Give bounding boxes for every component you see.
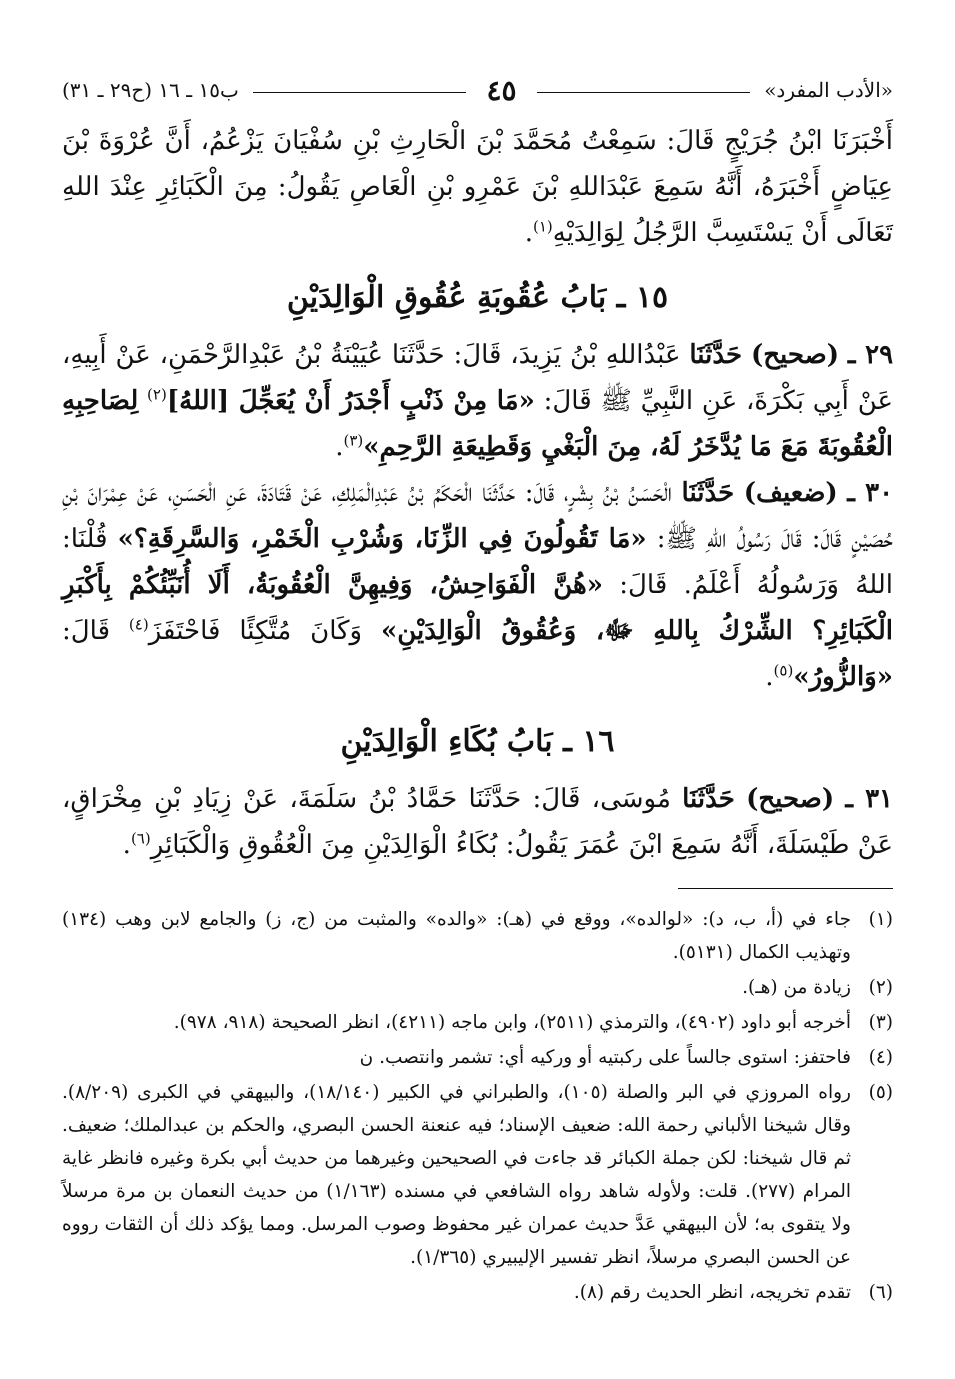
isnad-text: الْحَسَنُ بْنُ بِشْرٍ، قَالَ: حَدَّثَنَا الْحَكَمُ بْنُ عَبْدِالْمَلِكِ، عَنْ قَتَادَةَ، عَنِ الْحَسَنِ، عَنْ عِمْرَانَ بْنِ حُصَيْنٍ قَالَ: قَالَ رَسُولُ اللهِ ﷺ: <box>62 478 894 554</box>
header-rule-right <box>537 92 751 93</box>
footnote-ref: (٥) <box>773 661 794 680</box>
footnote-ref: (١) <box>532 217 553 236</box>
footnote-text: رواه المروزي في البر والصلة (١٠٥)، والطبراني في الكبير (١٨/١٤٠)، والبيهقي في الكبرى (٨/٢٠٩). وقال شيخنا الألباني رحمة الله: ضعيف الإسناد؛ فيه عنعنة الحسن البصري، والحكم بن عبدالملك؛ ضعيف. ثم قال شيخنا: لكن جملة الكبائر قد جاءت في الصحيحين وغيرهما من حديث أبي بكرة وغيره فانظر غاية المرام (٢٧٧). قلت: ولأوله شاهد رواه الشافعي في مسنده (١/١٦٣) من حديث النعمان بن مرة مرسلاً ولا يتقوى به؛ لأن البيهقي عَدَّ حديث عمران غير محفوظ وصوب المرسل. ومما يؤكد ذلك أن الثقات رووه عن الحسن البصري مرسلاً، انظر تفسير الإليبيري (١/٣٦٥). <box>62 1082 851 1268</box>
isnad-text: عَبْدُاللهِ بْنُ يَزِيدَ، قَالَ: حَدَّثَنَا عُيَيْنَةُ بْنُ عَبْدِالرَّحْمَنِ، عَنْ أَبِيهِ، عَنْ أَبِي بَكْرَةَ، عَنِ النَّبِيِّ ﷺ قَالَ: <box>62 340 894 416</box>
tahdith-word: حَدَّثَنَا <box>689 340 743 370</box>
footnote-ref: (٢) <box>147 385 167 404</box>
footnote-text: أخرجه أبو داود (٤٩٠٢)، والترمذي (٢٥١١)، وابن ماجه (٤٢١١)، انظر الصحيحة (٩١٨، ٩٧٨). <box>173 1012 851 1033</box>
footnote-2 <box>62 971 893 1004</box>
footnote-5 <box>62 1076 893 1274</box>
footnotes <box>62 903 893 1309</box>
matn-text: «هُنَّ الْفَوَاحِشُ، وَفِيهِنَّ الْعُقُوبَةُ، أَلَا أُنَبِّئُكُمْ بِأَكْبَرِ الْكَبَائِرِ؟ الشِّرْكُ بِاللهِ ﷻ، وَعُقُوقُ الْوَالِدَيْنِ» <box>62 570 894 646</box>
narration-text: قَالَ: <box>62 616 111 646</box>
matn-text: «وَالزُّورُ» <box>793 662 893 692</box>
footnote-number: (٥) <box>868 1082 893 1103</box>
matn-text: «مَا تَقُولُونَ فِي الزِّنَا، وَشُرْبِ الْخَمْرِ، وَالسَّرِقَةِ؟» <box>117 524 647 554</box>
page-body <box>62 118 893 1311</box>
hadith-number: ٣١ ـ <box>845 784 893 814</box>
period: . <box>765 662 774 692</box>
footnote-text: جاء في (أ، ب، د): «لوالده»، ووقع في (هـ): «والده» والمثبت من (ج، ز) والجامع لابن وهب (١٣٤) وتهذيب الكمال (٥١٣١). <box>62 909 851 963</box>
hadith-30 <box>62 470 893 700</box>
hadith-grade: (ضعيف) <box>743 478 838 508</box>
footnote-ref: (٣) <box>343 431 364 450</box>
tahdith-word: حَدَّثَنَا <box>682 784 735 814</box>
isnad-text: مُوسَى، قَالَ: حَدَّثَنَا حَمَّادُ بْنُ سَلَمَةَ، عَنْ زِيَادِ بْنِ مِخْرَاقٍ، عَنْ طَيْسَلَةَ، أَنَّهُ سَمِعَ ابْنَ عُمَرَ يَقُولُ: بُكَاءُ الْوَالِدَيْنِ مِنَ الْعُقُوقِ وَالْكَبَائِرِ <box>62 784 893 860</box>
footnote-6 <box>62 1276 893 1309</box>
period: . <box>524 218 533 248</box>
intro-paragraph <box>62 118 893 256</box>
period: . <box>335 432 344 462</box>
narration-text: وَكَانَ مُتَّكِئًا فَاحْتَفَزَ <box>148 616 363 646</box>
page-number: ٤٥ <box>486 73 517 107</box>
matn-text: لِصَاحِبِهِ الْعُقُوبَةَ مَعَ مَا يُدَّخَرُ لَهُ، مِنَ الْبَغْيِ وَقَطِيعَةِ الرَّحِمِ» <box>62 386 893 462</box>
footnote-text: زيادة من (هـ). <box>742 977 851 998</box>
header-rule-left <box>253 92 467 93</box>
footnote-4 <box>62 1041 893 1074</box>
footnote-3 <box>62 1006 893 1039</box>
footnote-number: (٦) <box>868 1282 893 1303</box>
narration-text: قُلْنَا: اللهُ وَرَسُولُهُ أَعْلَمُ. قَالَ: <box>62 524 893 600</box>
footnote-number: (٤) <box>868 1047 893 1068</box>
period: . <box>122 830 131 860</box>
footnote-text: تقدم تخريجه، انظر الحديث رقم (٨). <box>573 1282 851 1303</box>
section-reference: ب١٥ ـ ١٦ (ح٢٩ ـ ٣١) <box>61 78 239 102</box>
matn-text: «مَا مِنْ ذَنْبٍ أَجْدَرُ أَنْ يُعَجِّلَ [اللهُ] <box>166 386 535 416</box>
footnote-number: (٢) <box>868 977 893 998</box>
footnote-ref: (٤) <box>128 615 149 634</box>
footnote-separator <box>678 888 893 889</box>
chapter-heading-15: ١٥ ـ بَابُ عُقُوبَةِ عُقُوقِ الْوَالِدَيْنِ <box>286 280 669 315</box>
intro-text: أَخْبَرَنَا ابْنُ جُرَيْجٍ قَالَ: سَمِعْتُ مُحَمَّدَ بْنَ الْحَارِثِ بْنِ سُفْيَانَ يَزْعُمُ، أَنَّ عُرْوَةَ بْنَ عِيَاضٍ أَخْبَرَهُ، أَنَّهُ سَمِعَ عَبْدَاللهِ بْنَ عَمْرِو بْنِ الْعَاصِ يَقُولُ: مِنَ الْكَبَائِرِ عِنْدَ اللهِ تَعَالَى أَنْ يَسْتَسِبَّ الرَّجُلُ لِوَالِدَيْهِ <box>62 126 893 248</box>
footnote-number: (٣) <box>868 1012 893 1033</box>
hadith-number: ٣٠ ـ <box>847 478 894 508</box>
running-header <box>62 72 893 108</box>
footnote-text: فاحتفز: استوى جالساً على ركبتيه أو وركيه أي: تشمر وانتصب. ن <box>359 1047 851 1068</box>
footnote-ref: (٦) <box>130 829 151 848</box>
footnote-1 <box>62 903 893 969</box>
hadith-31 <box>62 776 893 868</box>
tahdith-word: حَدَّثَنَا <box>681 478 735 508</box>
chapter-heading-16: ١٦ ـ بَابُ بُكَاءِ الْوَالِدَيْنِ <box>340 724 615 759</box>
hadith-grade: (صحيح) <box>746 784 835 814</box>
hadith-grade: (صحيح) <box>750 340 840 370</box>
footnote-number: (١) <box>868 909 893 930</box>
book-title: «الأدب المفرد» <box>764 78 893 102</box>
hadith-29 <box>62 332 893 470</box>
hadith-number: ٢٩ ـ <box>847 340 894 370</box>
